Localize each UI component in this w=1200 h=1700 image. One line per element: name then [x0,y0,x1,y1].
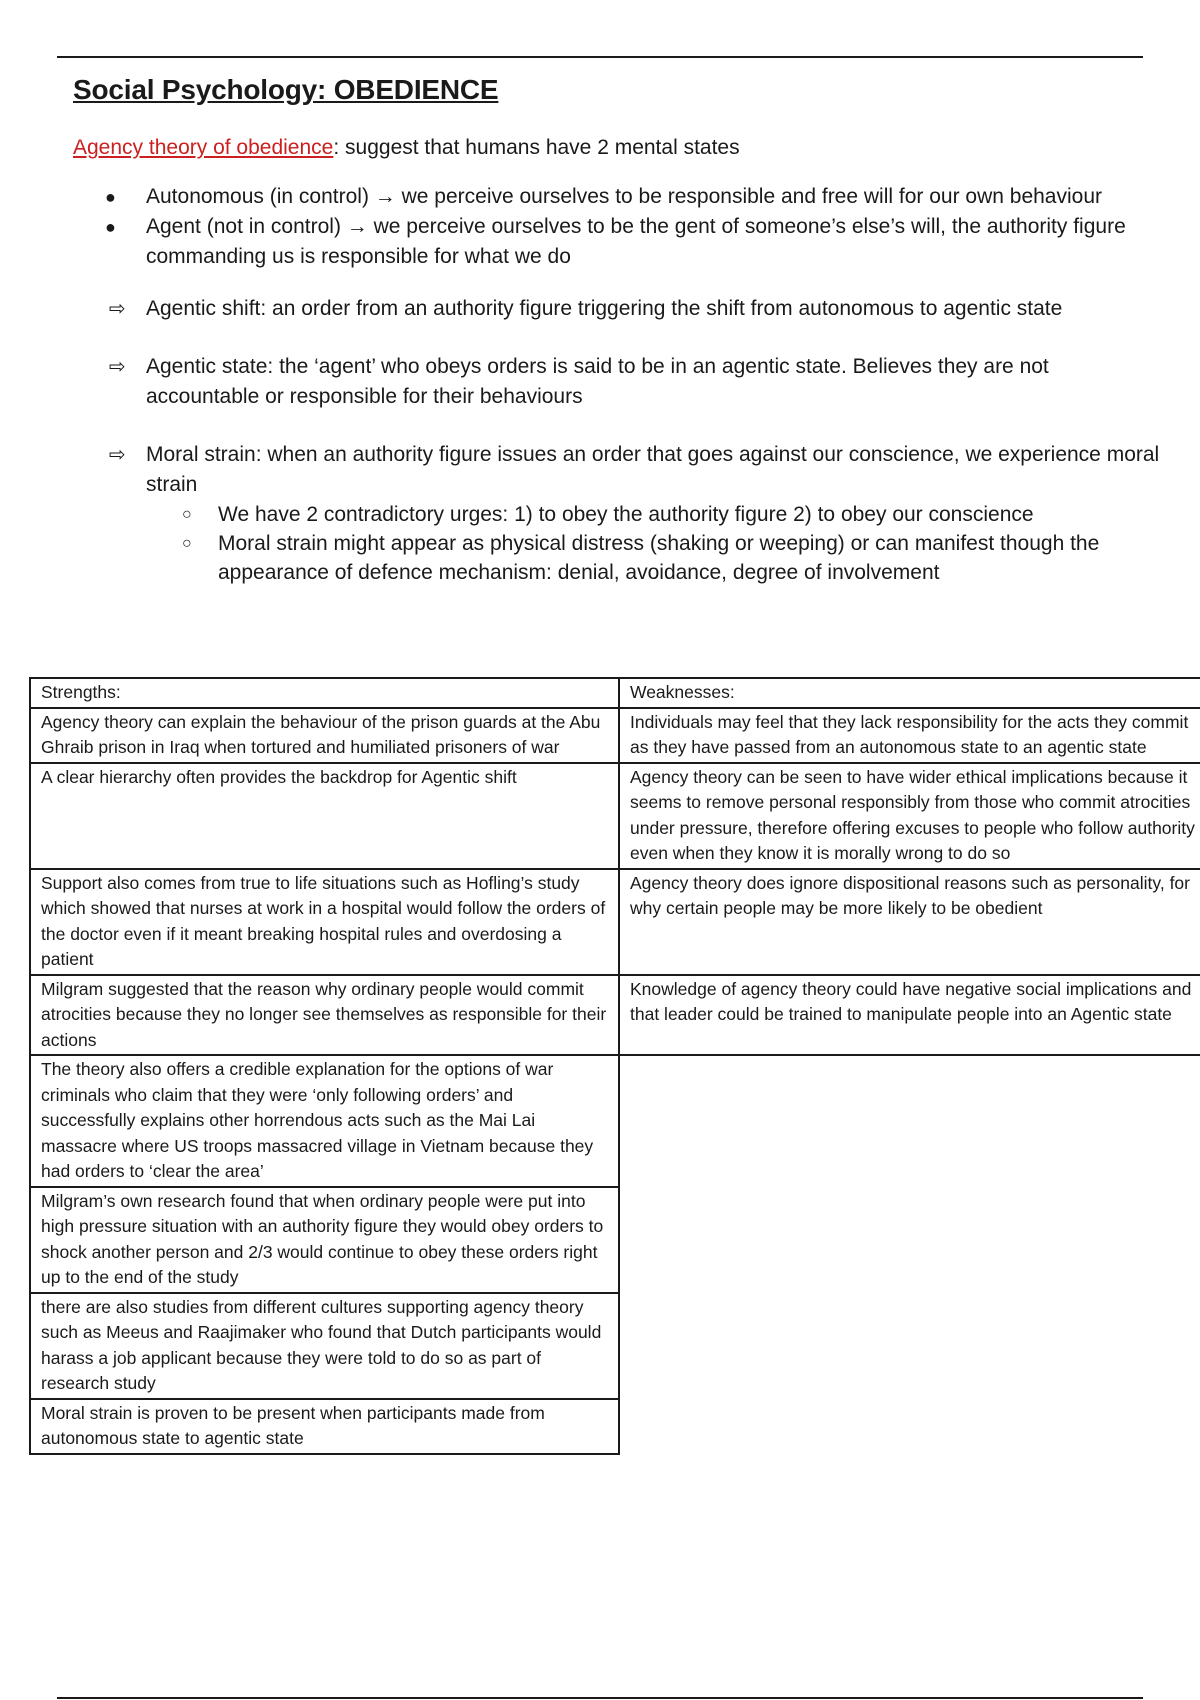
empty-cell [619,1055,1200,1187]
empty-cell [619,1399,1200,1454]
bullet-icon: ● [105,187,116,207]
strength-cell: A clear hierarchy often provides the backdrop for Agentic shift [30,763,619,869]
strength-cell: Support also comes from true to life situations such as Hofling’s study which showed that nurses at work in a hospital would follow the orders of the doctor even if it meant breaking hospital rules and overdosing a patient [30,869,619,975]
table-row [30,1399,1200,1454]
arrow-right-icon: ⇨ [109,444,126,466]
list-item-text: Autonomous (in control) → we perceive ourselves to be responsible and free will for our own behaviour [146,185,1102,208]
strength-cell: Milgram’s own research found that when ordinary people were put into high pressure situation with an authority figure they would obey orders to shock another person and 2/3 would continue to obey these orders right up to the end of the study [30,1187,619,1293]
concept-moral-strain [73,440,1163,587]
table-row [30,708,1200,763]
weaknesses-header: Weaknesses: [619,678,1200,708]
table-row [30,1293,1200,1399]
list-item [73,182,1163,212]
circle-bullet-icon: ○ [182,506,192,523]
strength-cell: there are also studies from different cultures supporting agency theory such as Meeus and Raajimaker who found that Dutch participants would harass a job applicant because they were told to do so as part of research study [30,1293,619,1399]
table-header-row [30,678,1200,708]
empty-cell [619,1187,1200,1293]
table-row [30,763,1200,869]
mental-states-list [73,182,1163,272]
concept-agentic-shift [73,294,1163,324]
top-rule [57,56,1143,58]
table-row [30,869,1200,975]
strength-cell: Agency theory can explain the behaviour of the prison guards at the Abu Ghraib prison in Iraq when tortured and humiliated prisoners of war [30,708,619,763]
empty-cell [619,1293,1200,1399]
concept-text: Moral strain: when an authority figure issues an order that goes against our conscience, we experience moral strain [146,443,1160,496]
strength-cell: The theory also offers a credible explanation for the options of war criminals who claim that they were ‘only following orders’ and successfully explains other horrendous acts such as the Mai Lai massacre where US troops massacred village in Vietnam because they had orders to ‘clear the area’ [30,1055,619,1187]
list-item [146,500,1163,529]
list-item [73,212,1163,272]
weakness-cell: Agency theory does ignore dispositional reasons such as personality, for why certain people may be more likely to be obedient [619,869,1200,975]
concept-text: Agentic shift: an order from an authority figure triggering the shift from autonomous to agentic state [146,297,1063,320]
circle-bullet-icon: ○ [182,535,192,552]
weakness-cell: Agency theory can be seen to have wider ethical implications because it seems to remove personal responsibly from those who commit atrocities under pressure, therefore offering excuses to people who follow authority even when they know it is morally wrong to do so [619,763,1200,869]
page-title: Social Psychology: OBEDIENCE [73,74,499,105]
concept-agentic-state [73,352,1163,412]
strengths-header: Strengths: [30,678,619,708]
intro-line [73,136,1163,160]
bullet-icon: ● [105,217,116,237]
arrow-right-icon: ⇨ [109,298,126,320]
bottom-rule [57,1697,1143,1699]
concept-text: Agentic state: the ‘agent’ who obeys orders is said to be in an agentic state. Believes they are not accountable or responsible for their behaviours [146,355,1049,408]
table-row [30,1055,1200,1187]
list-item-text: We have 2 contradictory urges: 1) to obey the authority figure 2) to obey our conscience [218,503,1034,526]
agentic-concepts [73,294,1163,587]
strength-cell: Moral strain is proven to be present when participants made from autonomous state to agentic state [30,1399,619,1454]
strength-cell: Milgram suggested that the reason why ordinary people would commit atrocities because they no longer see themselves as responsible for their actions [30,975,619,1056]
list-item-text: Agent (not in control) → we perceive ourselves to be the gent of someone’s else’s will, the authority figure commanding us is responsible for what we do [146,215,1126,268]
intro-text: : suggest that humans have 2 mental states [333,136,740,159]
weakness-cell: Knowledge of agency theory could have negative social implications and that leader could be trained to manipulate people into an Agentic state [619,975,1200,1056]
document-body [73,74,1163,615]
weakness-cell: Individuals may feel that they lack responsibility for the acts they commit as they have passed from an autonomous state to an agentic state [619,708,1200,763]
moral-strain-points [146,500,1163,587]
agency-theory-term: Agency theory of obedience [73,136,334,159]
strengths-weaknesses-table [29,677,1200,1455]
list-item-text: Moral strain might appear as physical distress (shaking or weeping) or can manifest though the appearance of defence mechanism: denial, avoidance, degree of involvement [218,532,1100,584]
table-row [30,975,1200,1056]
arrow-right-icon: ⇨ [109,356,126,378]
list-item [146,529,1163,587]
table-row [30,1187,1200,1293]
